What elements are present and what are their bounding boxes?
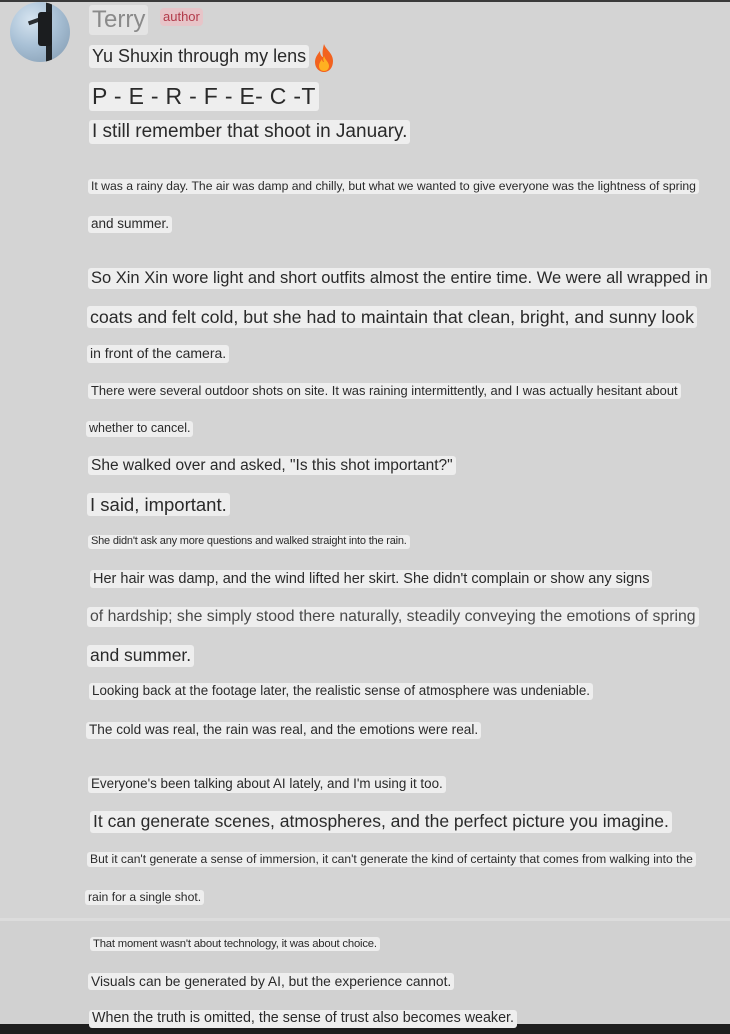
body-line: So Xin Xin wore light and short outfits almost the entire time. We were all wrapped in (88, 268, 711, 289)
body-line: When the truth is omitted, the sense of trust also becomes weaker. (89, 1010, 517, 1028)
top-edge (0, 0, 730, 2)
body-line: That moment wasn't about technology, it was about choice. (90, 937, 380, 951)
body-line: She didn't ask any more questions and walked straight into the rain. (88, 535, 410, 549)
author-badge: author (160, 8, 203, 26)
body-line: Visuals can be generated by AI, but the experience cannot. (88, 973, 454, 990)
body-line: and summer. (88, 216, 172, 233)
post-subtitle: P - E - R - F - E- C -T (89, 82, 319, 111)
body-line: Looking back at the footage later, the realistic sense of atmosphere was undeniable. (89, 683, 593, 700)
post-title: Yu Shuxin through my lens (89, 45, 309, 68)
body-line: But it can't generate a sense of immersion, it can't generate the kind of certainty that comes from walking into the (87, 852, 696, 867)
body-line: whether to cancel. (86, 421, 193, 437)
body-line: There were several outdoor shots on site. It was raining intermittently, and I was actually hesitant about (88, 383, 681, 399)
body-line: coats and felt cold, but she had to maintain that clean, bright, and sunny look (87, 306, 697, 328)
body-line: It was a rainy day. The air was damp and chilly, but what we wanted to give everyone was the lightness of spring (88, 179, 699, 194)
body-line: of hardship; she simply stood there naturally, steadily conveying the emotions of spring (87, 607, 699, 627)
body-line: Her hair was damp, and the wind lifted her skirt. She didn't complain or show any signs (90, 570, 652, 588)
body-line: She walked over and asked, "Is this shot important?" (88, 456, 456, 475)
body-line: Everyone's been talking about AI lately, and I'm using it too. (88, 776, 446, 793)
avatar[interactable] (10, 2, 70, 62)
body-line: and summer. (87, 645, 194, 667)
body-line: I still remember that shoot in January. (89, 120, 410, 144)
body-line: in front of the camera. (87, 345, 229, 363)
body-line: I said, important. (87, 493, 230, 516)
fire-emoji-icon (311, 43, 337, 73)
body-line: It can generate scenes, atmospheres, and the perfect picture you imagine. (90, 811, 672, 833)
body-line: rain for a single shot. (85, 890, 204, 905)
username[interactable]: Terry (89, 5, 148, 35)
body-line: The cold was real, the rain was real, and the emotions were real. (86, 722, 481, 739)
